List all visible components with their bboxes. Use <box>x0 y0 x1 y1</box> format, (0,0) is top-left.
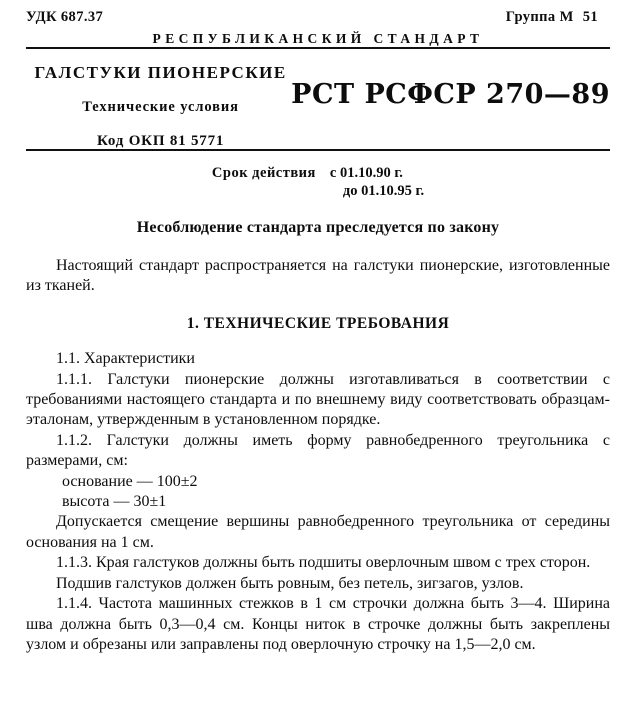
scope-paragraph: Настоящий стандарт распространяется на галстуки пионерские, изготовленные из тканей. <box>26 257 610 295</box>
title-block <box>26 63 610 149</box>
document-body <box>26 256 610 655</box>
udk-code: УДК 687.37 <box>26 9 104 25</box>
validity-date-from: с 01.10.90 г. <box>329 165 403 181</box>
compliance-warning: Несоблюдение стандарта преследуется по закону <box>136 219 500 236</box>
title-right-column <box>291 63 610 110</box>
group-label: Группа М <box>505 9 574 25</box>
validity-label: Срок действия <box>211 165 316 181</box>
clause-1-1-2-note: Допускается смещение вершины равнобедренного треугольника от середины основания на 1 см. <box>26 513 610 551</box>
standard-type-line: РЕСПУБЛИКАНСКИЙ СТАНДАРТ <box>152 31 484 46</box>
group-number: 51 <box>582 9 598 25</box>
clause-1-1-2: 1.1.2. Галстуки должны иметь форму равнобедренного треугольника с размерами, см: <box>26 431 610 470</box>
group-designation <box>506 9 610 26</box>
header-divider-top <box>26 47 610 49</box>
clause-1-1-3: 1.1.3. Края галстуков должны быть подшиты оверлочным швом с трех сторон. <box>56 554 591 572</box>
validity-block <box>26 164 610 200</box>
document-subtitle: Технические условия <box>82 99 239 115</box>
document-header <box>26 0 610 26</box>
clause-1-1-4: 1.1.4. Частота машинных стежков в 1 см строчки должна быть 3—4. Ширина шва должна быть 0,3—0,4 см. Концы ниток в строчке должны быть закреплены узлом и обрезаны или заправлены под оверлочную строчку на 1,5—2,0 см. <box>26 595 610 653</box>
clause-1-1: 1.1. Характеристики <box>56 350 195 368</box>
dimension-base: основание — 100±2 <box>62 472 198 490</box>
document-title: ГАЛСТУКИ ПИОНЕРСКИЕ <box>34 63 287 82</box>
validity-date-to: до 01.10.95 г. <box>342 183 425 199</box>
dimension-height: высота — 30±1 <box>62 493 167 511</box>
validity-row-to <box>212 182 424 200</box>
clause-1-1-3-note: Подшив галстуков должен быть ровным, без петель, зигзагов, узлов. <box>56 574 524 592</box>
clause-1-1-1: 1.1.1. Галстуки пионерские должны изготавливаться в соответствии с требованиями настоящего стандарта и по внешнему виду соответствовать образцам-эталонам, утвержденным в установленном порядке. <box>26 370 610 429</box>
validity-inner <box>212 164 424 200</box>
validity-row-from <box>212 164 424 182</box>
section-1-heading: 1. ТЕХНИЧЕСКИЕ ТРЕБОВАНИЯ <box>186 314 450 332</box>
okp-code: Код ОКП 81 5771 <box>96 133 225 149</box>
standard-number: РСТ РСФСР 270—89 <box>291 79 610 110</box>
title-left-column <box>26 63 291 150</box>
